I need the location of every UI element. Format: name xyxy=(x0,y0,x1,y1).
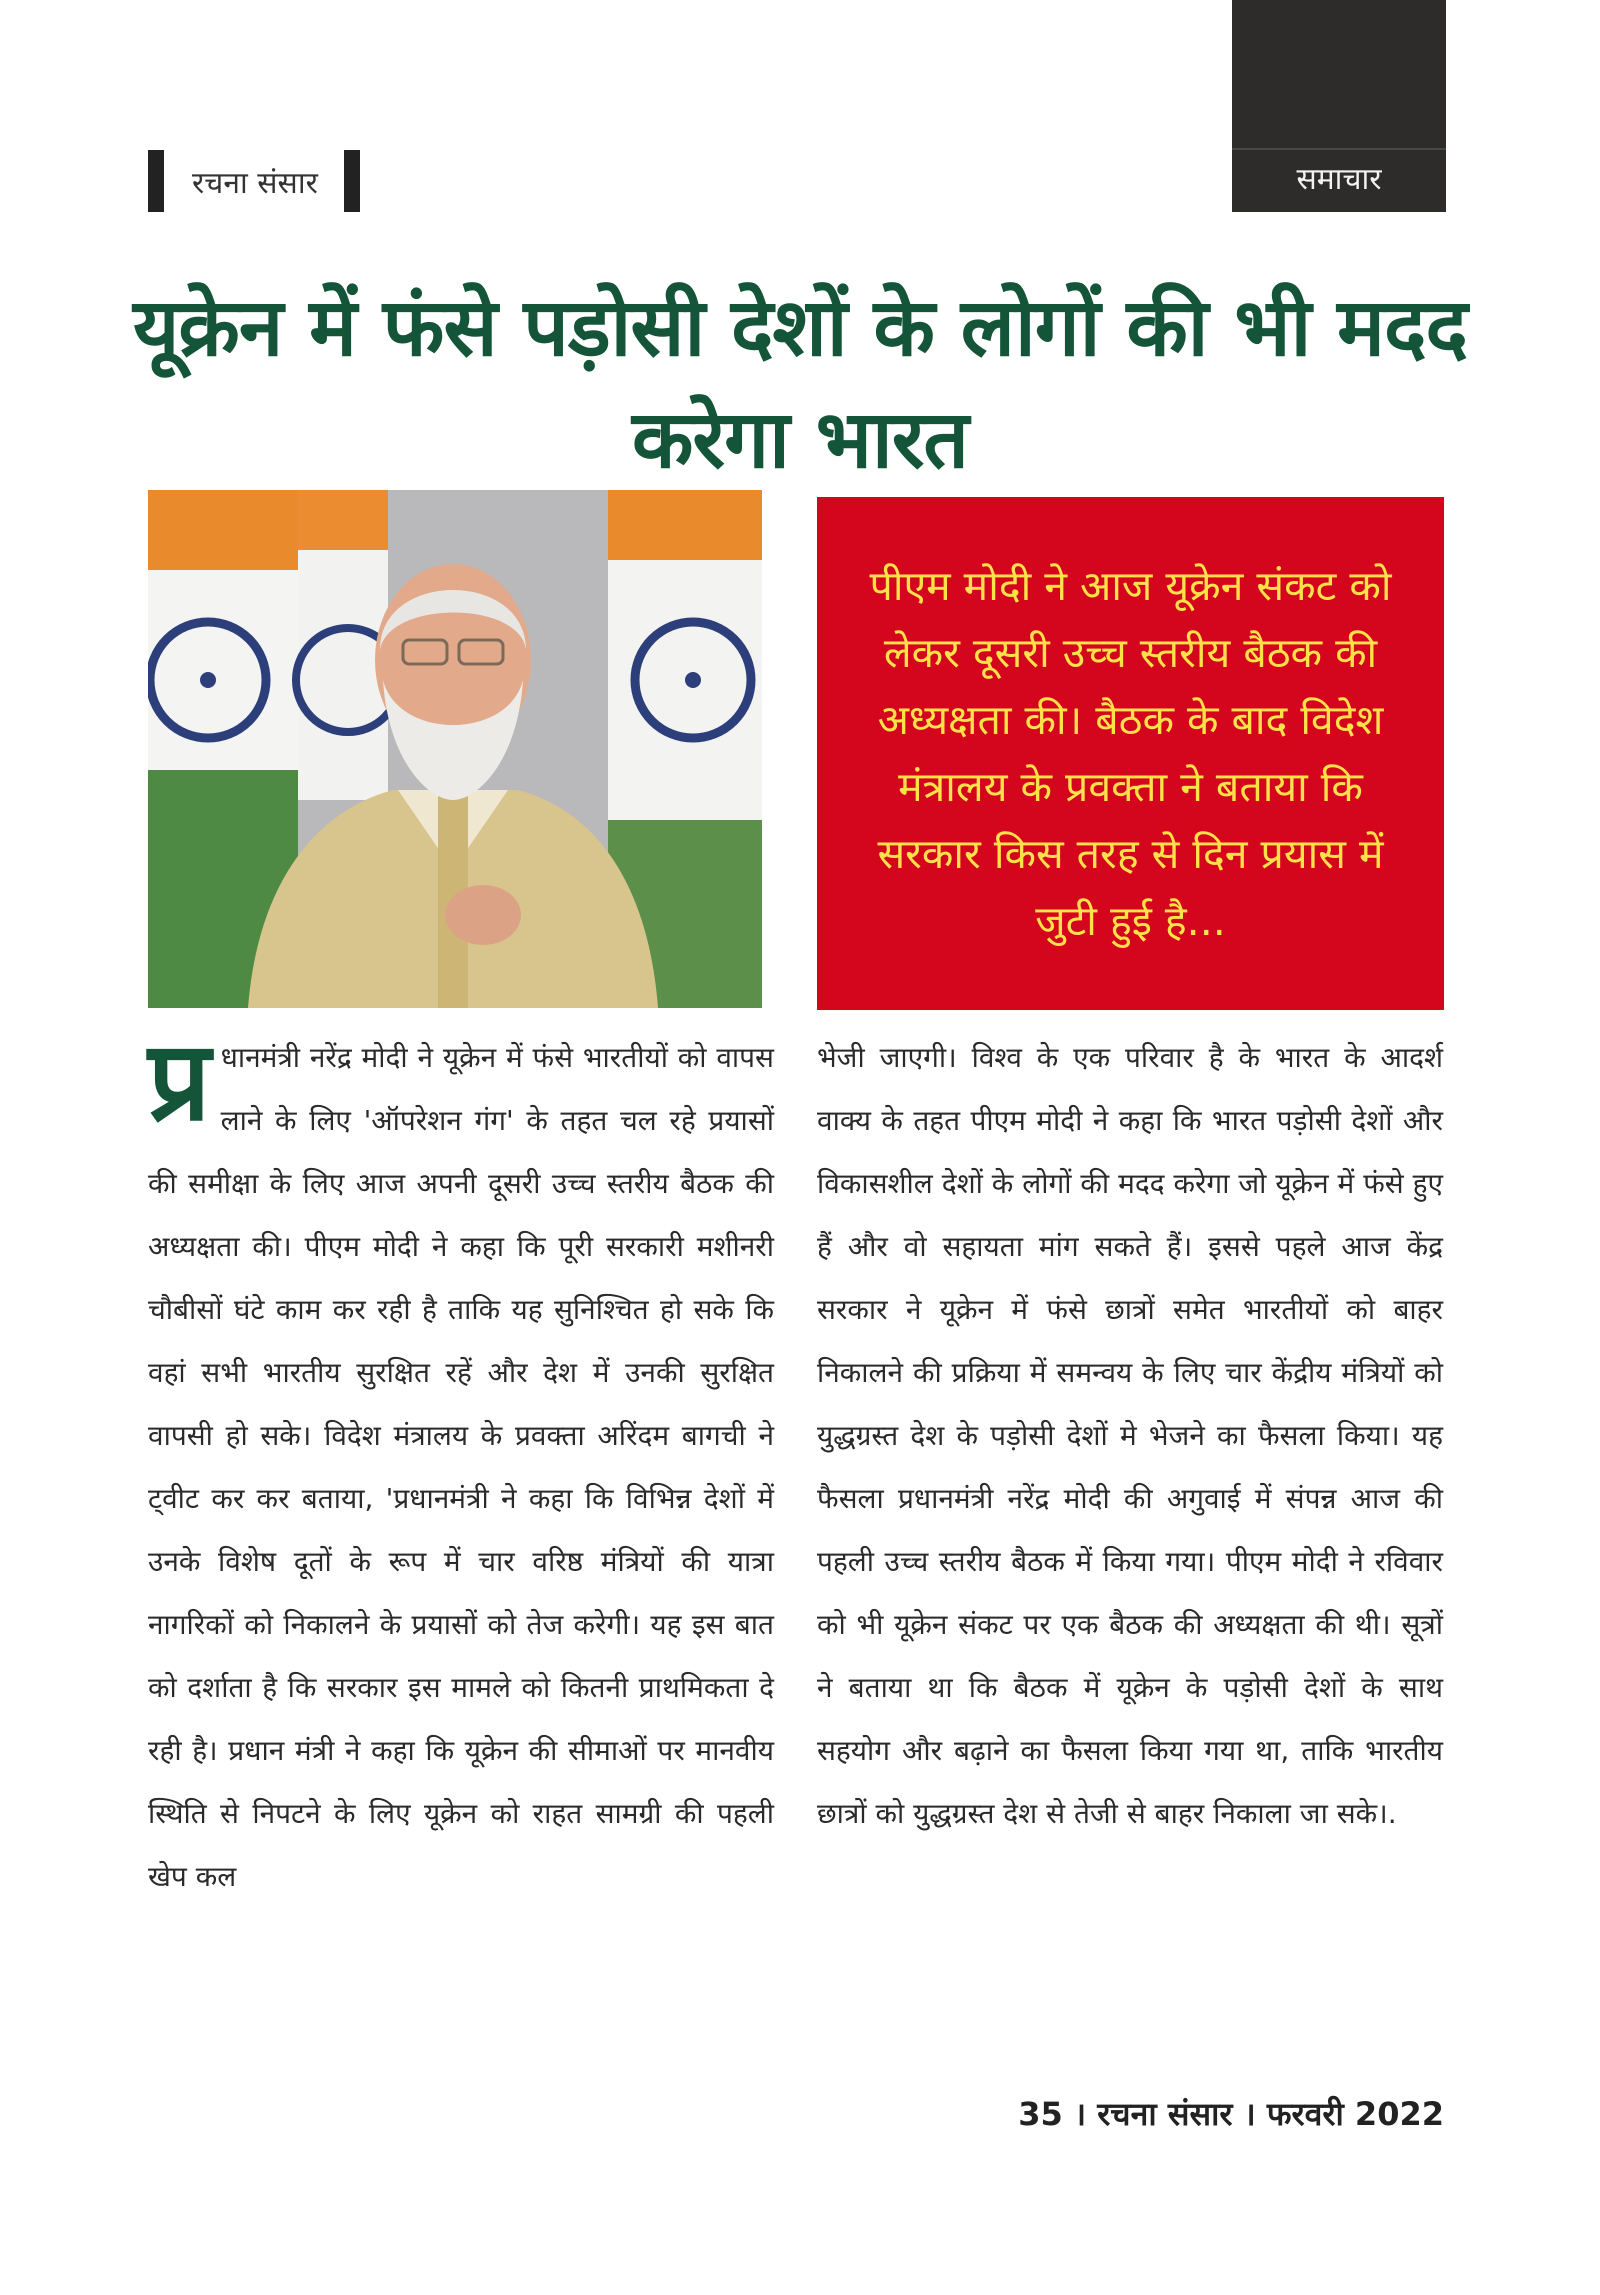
corner-divider xyxy=(1232,148,1446,150)
page-footer: 35 । रचना संसार । फरवरी 2022 xyxy=(1018,2095,1444,2133)
section-label: समाचार xyxy=(1296,162,1382,197)
tag-bar-right xyxy=(344,150,360,212)
body-column-right xyxy=(817,1026,1443,1845)
right-column-text: भेजी जाएगी। विश्व के एक परिवार है के भारत के आदर्श वाक्य के तहत पीएम मोदी ने कहा कि भारत पड़ोसी देशों और विकासशील देशों के लोगों की मदद करेगा जो यूक्रेन में फंसे हुए हैं और वो सहायता मांग सकते हैं। इससे पहले आज केंद्र सरकार ने यूक्रेन में फंसे छात्रों समेत भारतीयों को बाहर निकालने की प्रक्रिया में समन्वय के लिए चार केंद्रीय मंत्रियों को युद्धग्रस्त देश के पड़ोसी देशों मे भेजने का फैसला किया। यह फैसला प्रधानमंत्री नरेंद्र मोदी की अगुवाई में संपन्न आज की पहली उच्च स्तरीय बैठक में किया गया। पीएम मोदी ने रविवार को भी यूक्रेन संकट पर एक बैठक की अध्यक्षता की थी। सूत्रों ने बताया था कि बैठक में यूक्रेन के पड़ोसी देशों के साथ सहयोग और बढ़ाने का फैसला किया गया था, ताकि भारतीय छात्रों को युद्धग्रस्त देश से तेजी से बाहर निकाला जा सके।. xyxy=(817,1041,1443,1830)
callout-text: पीएम मोदी ने आज यूक्रेन संकट को लेकर दूसरी उच्च स्तरीय बैठक की अध्यक्षता की। बैठक के बाद विदेश मंत्रालय के प्रवक्ता ने बताया कि सरकार किस तरह से दिन प्रयास में जुटी हुई है... xyxy=(869,561,1392,945)
photo-illustration xyxy=(148,490,762,1008)
drop-cap: प्र xyxy=(148,1017,211,1145)
article-headline: यूक्रेन में फंसे पड़ोसी देशों के लोगों की भी मदद करेगा भारत xyxy=(133,281,1467,486)
body-column-left xyxy=(148,1017,774,1908)
article-photo xyxy=(148,490,762,1008)
magazine-label: रचना संसार xyxy=(192,165,318,201)
magazine-tag xyxy=(148,148,360,214)
tag-bar-left xyxy=(148,150,164,212)
left-column-text: धानमंत्री नरेंद्र मोदी ने यूक्रेन में फंसे भारतीयों को वापस लाने के लिए 'ऑपरेशन गंग' के तहत चल रहे प्रयासों की समीक्षा के लिए आज अपनी दूसरी उच्च स्तरीय बैठक की अध्यक्षता की। पीएम मोदी ने कहा कि पूरी सरकारी मशीनरी चौबीसों घंटे काम कर रही है ताकि यह सुनिश्चित हो सके कि वहां सभी भारतीय सुरक्षित रहें और देश में उनकी सुरक्षित वापसी हो सके। विदेश मंत्रालय के प्रवक्ता अरिंदम बागची ने ट्वीट कर कर बताया, 'प्रधानमंत्री ने कहा कि विभिन्न देशों में उनके विशेष दूतों के रूप में चार वरिष्ठ मंत्रियों की यात्रा नागरिकों को निकालने के प्रयासों को तेज करेगी। यह इस बात को दर्शाता है कि सरकार इस मामले को कितनी प्राथमिकता दे रही है। प्रधान मंत्री ने कहा कि यूक्रेन की सीमाओं पर मानवीय स्थिति से निपटने के लिए यूक्रेन को राहत सामग्री की पहली खेप कल xyxy=(148,1041,774,1893)
highlight-callout xyxy=(817,497,1444,1010)
